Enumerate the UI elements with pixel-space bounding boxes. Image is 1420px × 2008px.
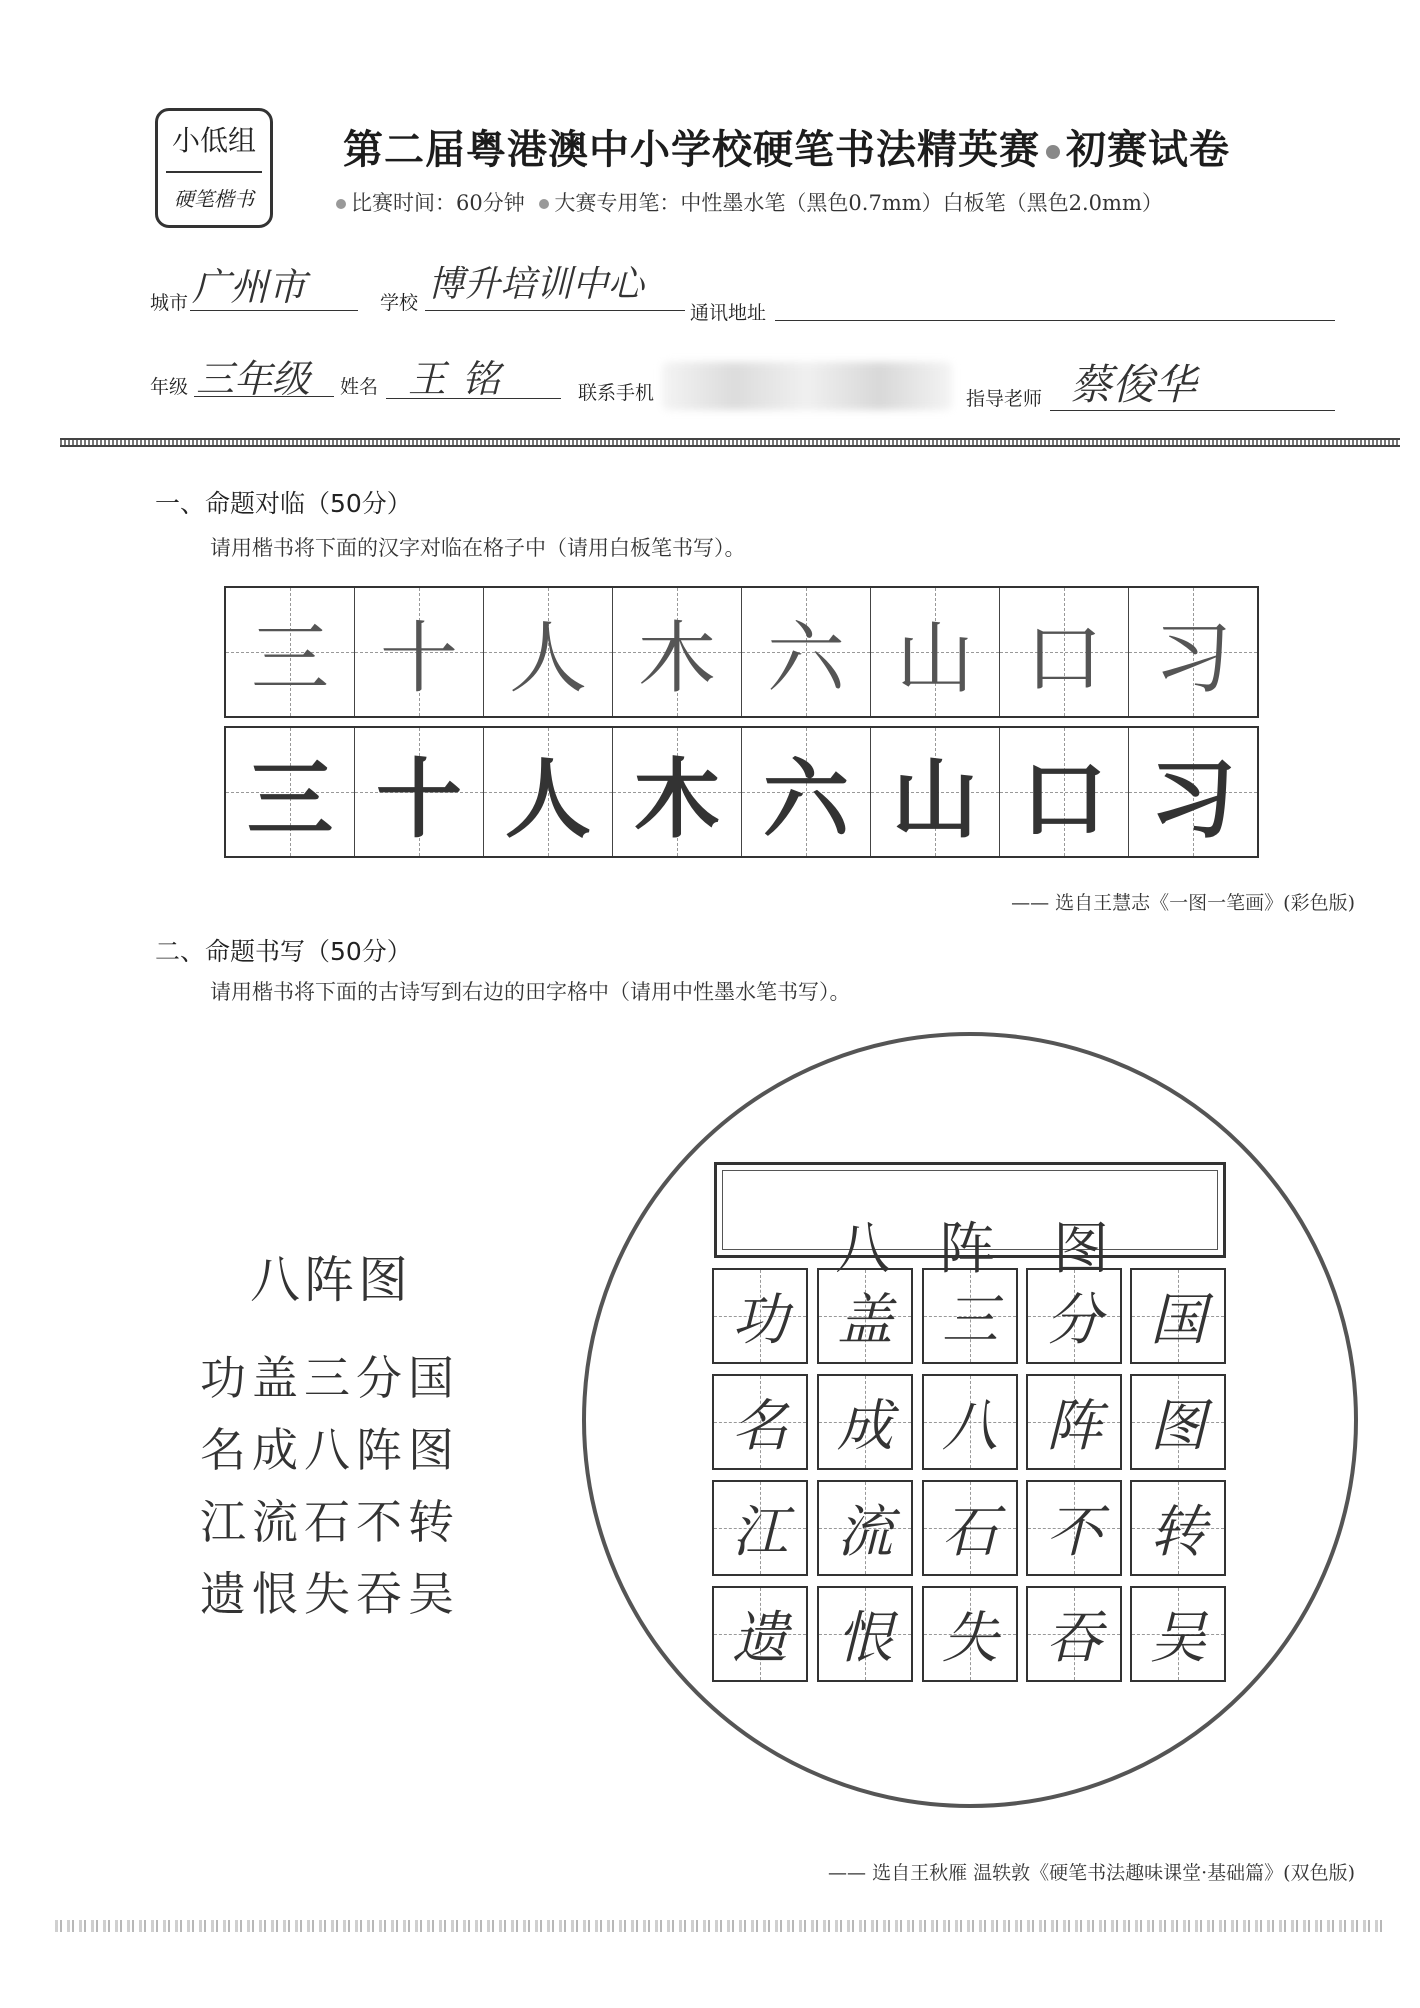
answer-char: 三 bbox=[942, 1288, 998, 1353]
answer-grid-cell[interactable] bbox=[817, 1586, 913, 1682]
answer-char: 阵 bbox=[1046, 1394, 1102, 1459]
answer-grid-cell[interactable] bbox=[1026, 1586, 1122, 1682]
grid-cell[interactable] bbox=[870, 588, 999, 716]
teacher-field[interactable]: 蔡俊华 bbox=[1070, 360, 1197, 409]
stamp-divider bbox=[166, 171, 262, 173]
answer-char: 图 bbox=[1150, 1394, 1206, 1459]
handwritten-char: 六 bbox=[766, 614, 845, 704]
answer-char: 功 bbox=[732, 1288, 788, 1353]
stamp-category: 硬笔楷书 bbox=[174, 187, 254, 211]
city-field[interactable]: 广州市 bbox=[192, 265, 307, 309]
group-stamp bbox=[155, 108, 273, 228]
model-char: 木 bbox=[634, 749, 720, 850]
model-char: 山 bbox=[892, 749, 978, 850]
teacher-underline bbox=[1050, 410, 1335, 411]
address-label: 通讯地址 bbox=[690, 302, 767, 324]
stamp-group: 小低组 bbox=[171, 124, 256, 157]
handwritten-char: 口 bbox=[1024, 614, 1103, 704]
model-char: 人 bbox=[505, 749, 591, 850]
exam-pens: 大赛专用笔：中性墨水笔（黑色0.7mm）白板笔（黑色2.0mm） bbox=[554, 191, 1163, 215]
page-title bbox=[343, 118, 1230, 175]
answer-grid-cell[interactable] bbox=[1130, 1374, 1226, 1470]
title-paper: 初赛试卷 bbox=[1066, 127, 1230, 173]
handwritten-char: 木 bbox=[637, 614, 716, 704]
grid-cell bbox=[612, 728, 741, 856]
school-field[interactable]: 博升培训中心 bbox=[428, 264, 645, 305]
answer-char: 分 bbox=[1046, 1288, 1102, 1353]
answer-char: 遗 bbox=[732, 1606, 788, 1671]
poem-title: 八阵图 bbox=[250, 1251, 412, 1309]
answer-char: 流 bbox=[837, 1500, 893, 1565]
grid-cell bbox=[999, 728, 1128, 856]
handwritten-char: 十 bbox=[379, 614, 458, 704]
grid-cell bbox=[354, 728, 483, 856]
answer-grid-cell[interactable] bbox=[1130, 1268, 1226, 1364]
copy-grid-model bbox=[224, 726, 1259, 858]
school-label: 学校 bbox=[380, 292, 419, 314]
bullet-icon bbox=[1046, 145, 1060, 159]
answer-char: 恨 bbox=[837, 1606, 893, 1671]
header-divider bbox=[60, 438, 1400, 447]
answer-char: 吴 bbox=[1150, 1606, 1206, 1671]
answer-grid-cell[interactable] bbox=[712, 1480, 808, 1576]
model-char: 习 bbox=[1150, 749, 1236, 850]
section1-instruction: 请用楷书将下面的汉字对临在格子中（请用白板笔书写）。 bbox=[210, 536, 746, 560]
grade-label: 年级 bbox=[150, 376, 189, 398]
answer-char: 国 bbox=[1150, 1288, 1206, 1353]
answer-char: 吞 bbox=[1046, 1606, 1102, 1671]
answer-title-char: 图 bbox=[1053, 1217, 1109, 1282]
answer-grid-cell[interactable] bbox=[1026, 1268, 1122, 1364]
bullet-icon bbox=[336, 199, 346, 209]
answer-grid-cell[interactable] bbox=[922, 1374, 1018, 1470]
section1-heading: 一、命题对临（50分） bbox=[155, 489, 412, 518]
teacher-label: 指导老师 bbox=[966, 388, 1043, 410]
answer-char: 江 bbox=[732, 1500, 788, 1565]
section2-instruction: 请用楷书将下面的古诗写到右边的田字格中（请用中性墨水笔书写）。 bbox=[210, 980, 851, 1004]
answer-char: 成 bbox=[837, 1394, 893, 1459]
answer-grid-cell[interactable] bbox=[922, 1268, 1018, 1364]
grid-cell[interactable] bbox=[999, 588, 1128, 716]
answer-title-box[interactable] bbox=[714, 1162, 1226, 1282]
handwritten-char: 山 bbox=[895, 614, 974, 704]
model-char: 六 bbox=[763, 749, 849, 850]
city-label: 城市 bbox=[150, 292, 189, 314]
answer-char: 盖 bbox=[837, 1288, 893, 1353]
answer-grid-cell[interactable] bbox=[922, 1480, 1018, 1576]
grade-field[interactable]: 三年级 bbox=[196, 357, 311, 401]
city-underline bbox=[190, 310, 358, 311]
answer-grid-cell[interactable] bbox=[712, 1374, 808, 1470]
grid-cell[interactable] bbox=[612, 588, 741, 716]
grid-cell[interactable] bbox=[354, 588, 483, 716]
answer-grid-cell[interactable] bbox=[922, 1586, 1018, 1682]
answer-char: 转 bbox=[1150, 1500, 1206, 1565]
grid-cell[interactable] bbox=[226, 588, 354, 716]
answer-char: 八 bbox=[942, 1394, 998, 1459]
grid-cell[interactable] bbox=[741, 588, 870, 716]
answer-grid-cell[interactable] bbox=[1130, 1480, 1226, 1576]
handwritten-char: 习 bbox=[1153, 614, 1232, 704]
section2-heading: 二、命题书写（50分） bbox=[155, 937, 412, 966]
answer-grid-cell[interactable] bbox=[1026, 1480, 1122, 1576]
copy-grid-handwritten[interactable] bbox=[224, 586, 1259, 718]
title-main: 第二届粤港澳中小学校硬笔书法精英赛 bbox=[343, 127, 1040, 173]
exam-rules bbox=[336, 187, 1163, 217]
grid-cell bbox=[226, 728, 354, 856]
name-field[interactable]: 王铭 bbox=[408, 357, 517, 401]
section2-source: —— 选自王秋雁 温轶敦《硬笔书法趣味课堂·基础篇》(双色版) bbox=[828, 1862, 1355, 1884]
scan-footer-noise bbox=[55, 1920, 1385, 1932]
answer-grid-cell[interactable] bbox=[817, 1268, 913, 1364]
grid-cell bbox=[483, 728, 612, 856]
answer-char: 石 bbox=[942, 1500, 998, 1565]
answer-grid-cell[interactable] bbox=[1130, 1586, 1226, 1682]
grid-cell bbox=[870, 728, 999, 856]
model-char: 三 bbox=[247, 749, 333, 850]
section1-source: —— 选自王慧志《一图一笔画》(彩色版) bbox=[1011, 892, 1355, 914]
answer-char: 失 bbox=[942, 1606, 998, 1671]
exam-time: 比赛时间：60分钟 bbox=[351, 191, 525, 215]
bullet-icon bbox=[539, 199, 549, 209]
grid-cell bbox=[741, 728, 870, 856]
answer-char: 不 bbox=[1046, 1500, 1102, 1565]
poem-block bbox=[200, 1240, 460, 1630]
poem-line: 功盖三分国 bbox=[200, 1351, 460, 1405]
answer-grid-cell[interactable] bbox=[712, 1268, 808, 1364]
handwritten-char: 三 bbox=[250, 614, 329, 704]
answer-grid-cell[interactable] bbox=[817, 1480, 913, 1576]
grid-cell[interactable] bbox=[1128, 588, 1257, 716]
answer-grid-cell[interactable] bbox=[1026, 1374, 1122, 1470]
grade-underline bbox=[194, 396, 334, 397]
model-char: 口 bbox=[1021, 749, 1107, 850]
model-char: 十 bbox=[376, 749, 462, 850]
name-underline bbox=[386, 398, 561, 399]
grid-cell[interactable] bbox=[483, 588, 612, 716]
poem-line: 遗恨失吞吴 bbox=[200, 1567, 460, 1621]
phone-field-redacted[interactable] bbox=[662, 362, 952, 410]
address-field[interactable] bbox=[775, 320, 1335, 321]
grid-cell bbox=[1128, 728, 1257, 856]
poem-line: 名成八阵图 bbox=[200, 1423, 460, 1477]
answer-char: 名 bbox=[732, 1394, 788, 1459]
answer-grid[interactable] bbox=[712, 1268, 1232, 1692]
answer-grid-cell[interactable] bbox=[817, 1374, 913, 1470]
poem-line: 江流石不转 bbox=[200, 1495, 460, 1549]
phone-label: 联系手机 bbox=[578, 382, 655, 404]
handwritten-char: 人 bbox=[508, 614, 587, 704]
answer-title-char: 八 bbox=[835, 1217, 891, 1282]
answer-title-char: 阵 bbox=[939, 1217, 995, 1282]
name-label: 姓名 bbox=[340, 376, 379, 398]
answer-grid-cell[interactable] bbox=[712, 1586, 808, 1682]
school-underline bbox=[425, 310, 685, 311]
